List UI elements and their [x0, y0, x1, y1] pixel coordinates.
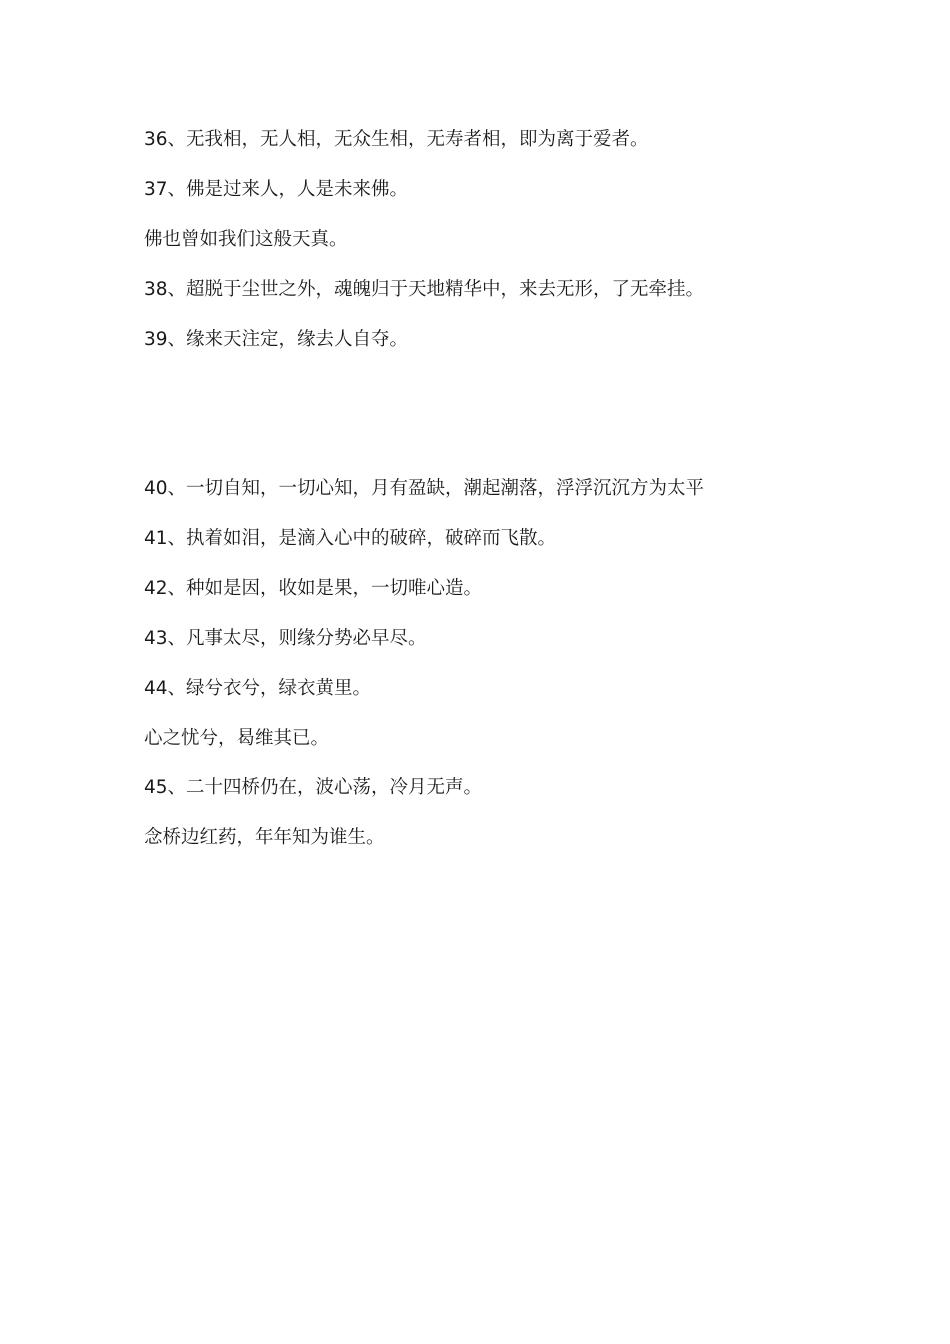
- text-line-42: 42、种如是因，收如是果，一切唯心造。: [144, 578, 483, 599]
- text-line-40: 40、一切自知，一切心知，月有盈缺，潮起潮落，浮浮沉沉方为太平: [144, 478, 705, 499]
- text-line-45-continued: 念桥边红药，年年知为谁生。: [144, 827, 385, 848]
- text-line-43: 43、凡事太尽，则缘分势必早尽。: [144, 628, 427, 649]
- text-line-44-continued: 心之忧兮，曷维其已。: [144, 728, 330, 749]
- text-line-37-continued: 佛也曾如我们这般天真。: [144, 229, 348, 250]
- text-line-36: 36、无我相，无人相，无众生相，无寿者相，即为离于爱者。: [144, 129, 649, 150]
- text-line-38: 38、超脱于尘世之外，魂魄归于天地精华中，来去无形，了无牵挂。: [144, 279, 705, 300]
- text-line-44: 44、绿兮衣兮，绿衣黄里。: [144, 678, 372, 699]
- text-line-37: 37、佛是过来人，人是未来佛。: [144, 179, 409, 200]
- text-line-41: 41、执着如泪，是滴入心中的破碎，破碎而飞散。: [144, 528, 557, 549]
- text-line-39: 39、缘来天注定，缘去人自夺。: [144, 329, 409, 350]
- text-line-45: 45、二十四桥仍在，波心荡，冷月无声。: [144, 777, 483, 798]
